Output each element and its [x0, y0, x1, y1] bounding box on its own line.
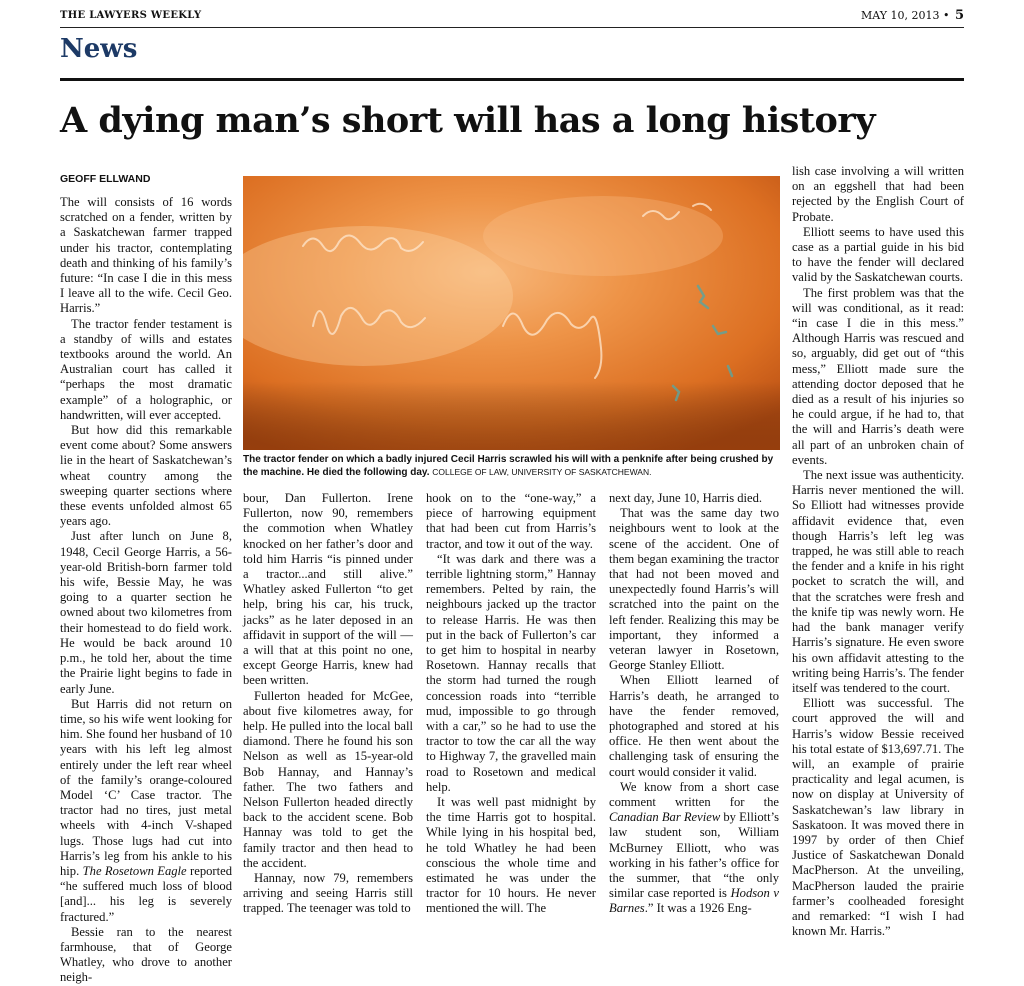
case-name: Hodson v Barnes — [609, 886, 779, 916]
paragraph: When Elliott learned of Harris’s death, he arranged to have the fender removed, photographed and stored at his office. He then went about the challenging task of ensuring the court would consider it valid. — [609, 673, 779, 779]
separator-dot: • — [942, 9, 950, 22]
paragraph-text: .” It was a 1926 Eng- — [644, 901, 752, 916]
paragraph: Just after lunch on June 8, 1948, Cecil George Harris, a 56-year-old British-born farmer told his wife, Bessie May, he was going to a quarter section he owned about two kilometres from their homestead to do field work. He would be back around 10 p.m., he told her, about the time the Prairie light begins to fade in early June. — [60, 529, 232, 696]
article-column-3 — [426, 491, 596, 917]
paragraph: Elliott seems to have used this case as a partial guide in his bid to have the fender will declared valid by the Saskatchewan courts. — [792, 224, 964, 285]
paragraph: hook on to the “one-way,” a piece of harrowing equipment that had been cut from Harris’s tractor, and tow it out of the way. — [426, 491, 596, 551]
photo-credit: COLLEGE OF LAW, UNIVERSITY OF SASKATCHEWAN. — [432, 467, 652, 477]
paragraph: The first problem was that the will was conditional, as it read: “in case I die in this mess.” Although Harris was rescued and so, arguably, did get out of “this mess,” Elliott made sure the attending doctor deposed that he died as a result of his injuries so he could argue, if he had to, that the will and Harris’s death were all part of an unbroken chain of events. — [792, 285, 964, 467]
caption-text: The tractor fender on which a badly injured Cecil Harris scrawled his will with a penknife after being crushed by the machine. He died the following day. — [243, 454, 774, 478]
paragraph: It was well past midnight by the time Harris got to hospital. While lying in his hospital bed, he told Whatley he had been conscious the whole time and estimated he was under the tractor for 10 hours. He never mentioned the will. The — [426, 795, 596, 916]
paragraph: But how did this remarkable event come about? Some answers lie in the heart of Saskatchewan’s wheat country among the sweeping quarter sections where these events unfolded almost 65 years ago. — [60, 423, 232, 529]
paragraph: That was the same day two neighbours went to look at the scene of the accident. One of them began examining the tractor that had not been moved and unexpectedly found Harris’s will scratched into the paint on the left fender. Realizing this may be important, they informed a veteran lawyer in Rosetown, George Stanley Elliott. — [609, 506, 779, 673]
paragraph: The tractor fender testament is a standby of wills and estates textbooks around the world. An Australian court has called it “perhaps the most dramatic example” of a holographic, or handwritten, will ever accepted. — [60, 316, 232, 422]
paragraph: Bessie ran to the nearest farmhouse, that of George Whatley, who drove to another neigh- — [60, 924, 232, 985]
photo-caption — [243, 453, 780, 479]
section-title: News — [60, 34, 138, 64]
section-rule — [60, 78, 964, 81]
article-column-2 — [243, 491, 413, 917]
paragraph: lish case involving a will written on an eggshell that had been rejected by the English Court of Probate. — [792, 164, 964, 224]
article-column-1 — [60, 195, 232, 986]
fender-photo — [243, 176, 780, 450]
paragraph: “It was dark and there was a terrible lightning storm,” Hannay remembers. Pelted by rain, the neighbours jacked up the tractor to release Harris. He was then put in the back of Fullerton’s car to get him to hospital in nearby Rosetown. Hannay recalls that the storm had turned the rough concession roads into “terrible mud, impossible to go through with a car,” so he had to use the tractor to tow the car all the way to Highway 7, the gravelled main road to Rosetown and medical help. — [426, 551, 596, 794]
article-column-4 — [609, 491, 779, 917]
issue-date-block — [861, 8, 964, 23]
paragraph: Elliott was successful. The court approved the will and Harris’s widow Bessie received his total estate of $13,697.71. The will, an example of prairie practicality and legal acumen, is now on display at University of Saskatchewan’s law library in Saskatoon. It was moved there in 1997 by order of then Chief Justice of Saskatchewan Donald MacPherson. At the unveiling, MacPherson lauded the prairie farmer’s coolheaded foresight and remarked: “I wish I had known Mr. Harris.” — [792, 696, 964, 939]
paragraph: next day, June 10, Harris died. — [609, 491, 763, 505]
newspaper-title: The Rosetown Eagle — [82, 863, 187, 878]
article-column-5 — [792, 164, 964, 939]
paragraph: The will consists of 16 words scratched on a fender, written by a Saskatchewan farmer trapped under his tractor, contemplating death and thinking of his family’s future: “In case I die in this mess I leave all to the wife. Cecil Geo. Harris.” — [60, 195, 232, 316]
page-number: 5 — [954, 8, 964, 23]
paragraph-text: by Elliott’s law student son, William McBurney Elliott, who was working in his father’s office for the summer, that “the only similar case reported is — [609, 810, 780, 901]
paragraph-text: reported “he suffered much loss of blood [and]... his leg is severely fractured.” — [60, 863, 232, 924]
publication-name: THE LAWYERS WEEKLY — [60, 10, 202, 21]
paragraph: bour, Dan Fullerton. Irene Fullerton, now 90, remembers the commotion when Whatley knocked on her father’s door and told him Harris “is pinned under a tractor...and still alive.” Whatley asked Fullerton “to get help, bring his car, his truck, jacks” as he later deposed in an affidavit in support of the will — a will that at this point no one, except George Harris, knew had been written. — [243, 491, 413, 688]
paragraph-text: We know from a short case comment written for the — [609, 779, 779, 810]
paragraph: The next issue was authenticity. Harris never mentioned the will. So Elliott had witnesses provide affidavit evidence that, even though Harris’s left leg was trapped, he was still able to reach the fender and a knife in his right pocket to scratch the will, and that the scratches were fresh and the knife tip was newly worn. He had the bank manager verify Harris’s signature. He even swore his own affidavit attesting to the writing being Harris’s. The fender itself was tendered to the court. — [792, 468, 964, 695]
paragraph — [60, 697, 232, 925]
paragraph: Hannay, now 79, remembers arriving and seeing Harris still trapped. The teenager was told to — [243, 871, 413, 916]
paragraph-text: But Harris did not return on time, so his wife went looking for him. She found her husband of 10 years with his left leg almost entirely under the left rear wheel of the family’s orange-coloured Model ‘C’ Case tractor. The tractor had no tires, just metal wheels with 4-inch V-shaped lugs. Those lugs had cut into Harris’s leg from his ankle to his hip. — [60, 696, 232, 878]
headline: A dying man’s short will has a long history — [60, 100, 876, 141]
byline: GEOFF ELLWAND — [60, 173, 151, 185]
masthead-rule — [60, 27, 964, 28]
paragraph: Fullerton headed for McGee, about five kilometres away, for help. He pulled into the local ball diamond. There he found his son Nelson as well as 15-year-old Bob Hannay, and Hannay’s father. The two fathers and Nelson Fullerton headed directly back to the accident scene. Bob Hannay was told to get the family tractor and then head to the accident. — [243, 688, 413, 870]
paragraph — [609, 780, 779, 917]
masthead — [60, 8, 964, 26]
fender-image — [243, 176, 780, 450]
journal-title: Canadian Bar Review — [609, 810, 721, 825]
issue-date: MAY 10, 2013 — [860, 9, 940, 22]
